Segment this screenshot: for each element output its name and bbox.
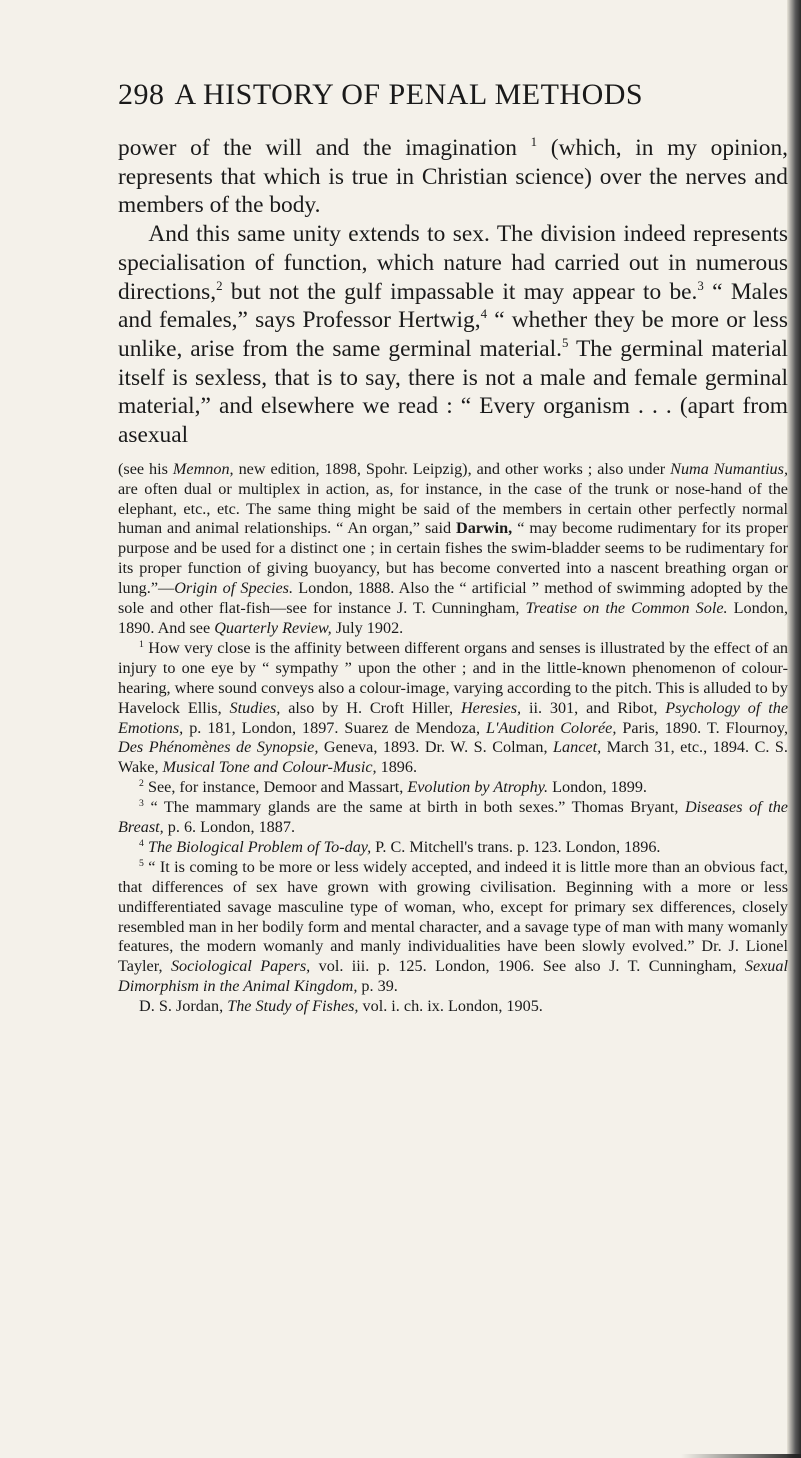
text-run: (see his: [118, 459, 173, 478]
page-edge-bottom: [681, 1454, 801, 1458]
text-run: “ may become rudimentary for its proper purpose and be used for a distinct one ; in certain fishes the swim-bladder seems to be rudimentary for its proper function of giving buoyancy, but has become converted into a nascent breathing organ or lung.”—: [118, 519, 788, 598]
text-run: D. S. Jordan,: [139, 997, 228, 1016]
footnote-number: 5: [139, 858, 144, 870]
text-run: See, for instance, Demoor and Massart,: [143, 778, 408, 797]
text-run: new edition, 1898, Spohr. Leipzig), and other works ; also under: [233, 459, 671, 478]
text-run: “ whether they be more or less unlike, arise from the same germinal material.: [118, 307, 788, 362]
footnote-5: [118, 858, 788, 997]
title-italic: Numa Numantius,: [670, 459, 789, 478]
footnote-marker: 4: [480, 307, 488, 322]
title-italic: Treatise on the Common Sole.: [525, 599, 728, 618]
title-italic: Diseases of the Breast,: [118, 798, 788, 837]
running-title: A HISTORY OF PENAL METHODS: [174, 78, 644, 111]
text-run: How very close is the affinity between different organs and senses is illustrated by the effect of an injury to one eye by “ sympathy ” upon the other ; and in the little-known phenomenon of colour-hearing, where sound conveys also a colour-image, varying according to the pitch. This is alluded to by Havelock Ellis,: [118, 638, 788, 717]
paragraph-2: [118, 220, 788, 450]
main-text: [118, 134, 788, 450]
text-run: And this same unity extends to sex. The division indeed represents specialisation of function, which nature had carried out in numerous directions,: [118, 221, 788, 305]
footnotes: [118, 460, 788, 1017]
footnote-marker: 1: [530, 135, 538, 149]
footnote-marker: 2: [216, 278, 223, 293]
title-italic: Memnon,: [172, 459, 234, 478]
text-run: vol. iii. p. 125. London, 1906. See also J. T. Cunningham,: [310, 957, 745, 976]
title-italic: Psychology of the Emotions,: [118, 698, 789, 737]
title-italic: Des Phénomènes de Synopsie,: [118, 738, 319, 757]
text-run: P. C. Mitchell's trans. p. 123. London, 1896.: [371, 837, 661, 856]
text-run: London, 1890. And see: [118, 599, 789, 637]
paragraph-1: [118, 134, 788, 220]
page-edge-shadow: [787, 0, 801, 1458]
text-run: “ The mammary glands are the same at birth in both sexes.” Thomas Bryant,: [143, 798, 685, 817]
footnote-number: 2: [139, 778, 144, 790]
author-name: Darwin,: [456, 519, 513, 538]
text-run: July 1902.: [331, 618, 404, 637]
footnote-number: 3: [139, 798, 144, 810]
text-run: power of the will and the imagination: [118, 135, 517, 161]
footnote-number: 4: [139, 838, 144, 850]
footnote-2: [118, 778, 788, 798]
title-italic: Evolution by Atrophy.: [407, 778, 549, 797]
footnote-4: [118, 838, 788, 858]
text-run: London, 1888. Also the “ artificial ” method of swimming adopted by the sole and other flat-fish—see for instance J. T. Cunningham,: [118, 579, 788, 618]
text-run: vol. i. ch. ix. London, 1905.: [358, 997, 543, 1016]
text-run: p. 39.: [357, 977, 398, 996]
footnote-marker: 5: [561, 335, 569, 350]
title-italic: Musical Tone and Colour-Music,: [162, 758, 377, 777]
text-run: are often dual or multiplex in action, as, for instance, in the case of the trunk or nose-hand of the elephant, etc., etc. The same thing might be said of the members in certain other perfectly normal human and animal relationships. “ An organ,” said: [118, 479, 788, 538]
footnote-marker: 3: [697, 278, 704, 293]
text-run: p. 181, London, 1897. Suarez de Mendoza,: [183, 718, 486, 737]
footnote-number: 1: [139, 639, 144, 651]
title-italic: The Biological Problem of To-day,: [147, 837, 372, 856]
text-run: London, 1899.: [548, 778, 647, 797]
text-run: “ Males and females,” says Professor Hertwig,: [118, 278, 788, 334]
text-run: “ It is coming to be more or less widely accepted, and indeed it is little more than an obvious fact, that differences of sex have grown with growing civilisation. Beginning with a more or less undifferentiated savage masculine type of woman, who, except for primary sex differences, closely resembled man in her bodily form and mental character, and a savage type of man with many womanly features, the modern womanly and manly individualities have been slowly evolved.” Dr. J. Lionel Tayler,: [118, 857, 788, 976]
running-header: [118, 78, 788, 112]
title-italic: Studies,: [229, 698, 281, 717]
book-page: [118, 78, 788, 1017]
title-italic: Sexual Dimorphism in the Animal Kingdom,: [118, 957, 788, 996]
title-italic: The Study of Fishes,: [227, 997, 359, 1016]
title-italic: Heresies,: [460, 698, 522, 717]
title-italic: Origin of Species.: [174, 579, 293, 598]
title-italic: Sociological Papers,: [170, 957, 311, 976]
footnote-continuation: [118, 460, 788, 639]
text-run: March 31, etc., 1894. C. S. Wake,: [118, 738, 788, 777]
text-run: (which, in my opinion, represents that which is true in Christian science) over the nerves and members of the body.: [118, 135, 788, 219]
title-italic: L'Audition Colorée,: [486, 718, 617, 737]
footnote-3: [118, 798, 788, 838]
text-run: ii. 301, and Ribot,: [521, 698, 666, 717]
footnote-5-continued: [118, 997, 788, 1017]
title-italic: Lancet,: [553, 738, 602, 757]
text-run: Paris, 1890. T. Flournoy,: [616, 718, 788, 737]
text-run: p. 6. London, 1887.: [163, 818, 296, 837]
title-italic: Quarterly Review,: [214, 618, 332, 637]
footnote-1: [118, 639, 788, 778]
text-run: Geneva, 1893. Dr. W. S. Colman,: [318, 738, 554, 757]
page-number: 298: [118, 78, 165, 111]
text-run: but not the gulf impassable it may appear to be.: [222, 278, 698, 305]
text-run: The germinal material itself is sexless, that is to say, there is not a male and female germinal material,” and elsewhere we read : “ Every organism . . . (apart from asexual: [118, 335, 789, 449]
text-run: 1896.: [376, 758, 418, 777]
text-run: also by H. Croft Hiller,: [280, 698, 461, 717]
